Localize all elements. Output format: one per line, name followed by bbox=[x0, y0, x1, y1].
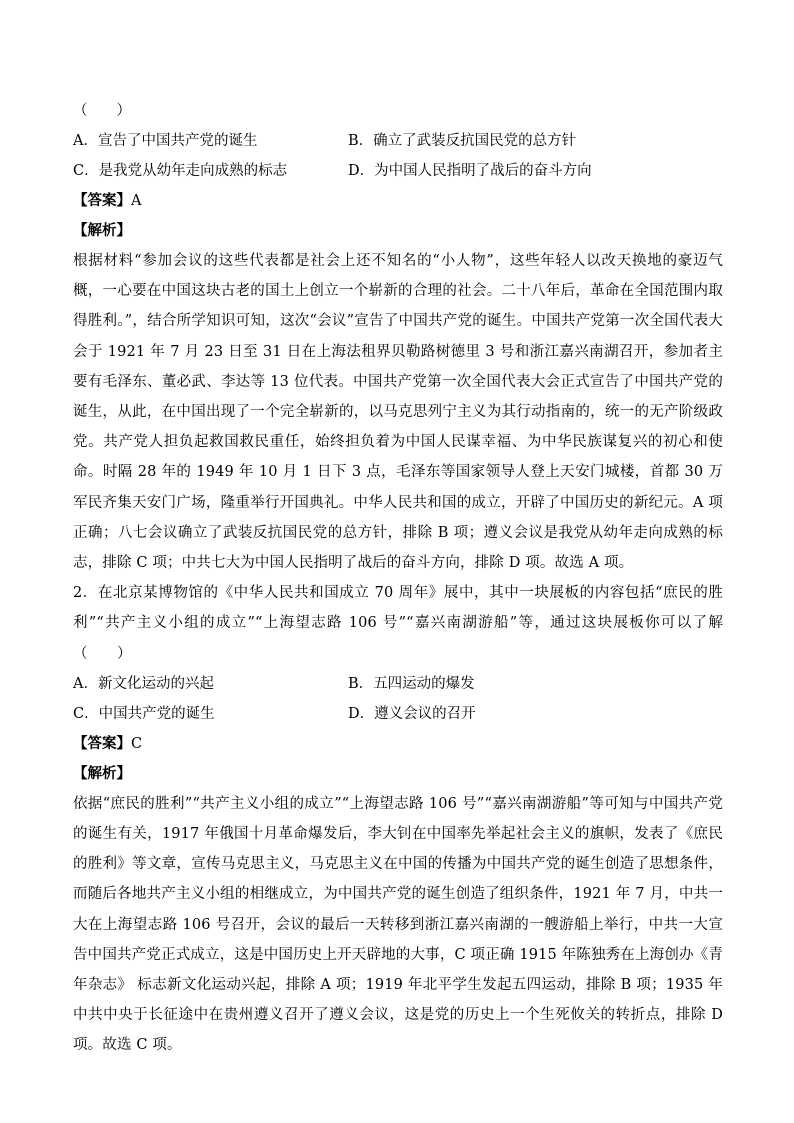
q2-option-d: D．遵义会议的召开 bbox=[348, 705, 476, 722]
q2-option-c: C．中国共产党的诞生 bbox=[73, 705, 215, 722]
q1-analysis-text: 根据材料“参加会议的这些代表都是社会上还不知名的“小人物”，这些年轻人以改天换地的豪迈气概，一心要在中国这块古老的国土上创立一个崭新的合理的社会。二十八年后，革命在全国范围内取得胜利。”，结合所学知识可知，这次“会议”宣告了中国共产党的诞生。中国共产党第一次全国代表大会于 1921 年 7 月 23 日至 31 日在上海法租界贝勒路树德里 3 号和浙江嘉兴南湖召开，参加者主要有毛泽东、董必武、李达等 13 位代表。中国共产党第一次全国代表大会正式宣告了中国共产党的诞生，从此，在中国出现了一个完全崭新的，以马克思列宁主义为其行动指南的，统一的无产阶级政党。共产党人担负起救国救民重任，始终担负着为中国人民谋幸福、为中华民族谋复兴的初心和使命。时隔 28 年的 1949 年 10 月 1 日下 3 点，毛泽东等国家领导人登上天安门城楼，首都 30 万军民齐集天安门广场，隆重举行开国典礼。中华人民共和国的成立，开辟了中国历史的新纪元。A 项正确；八七会议确立了武装反抗国民党的总方针，排除 B 项；遵义会议是我党从幼年走向成熟的标志，排除 C 项；中共七大为中国人民指明了战后的奋斗方向，排除 D 项。故选 A 项。 bbox=[73, 253, 723, 572]
q1-answer bbox=[73, 186, 723, 216]
q1-answer-paren: （ ） bbox=[73, 103, 131, 119]
q2-analysis-label: 【解析】 bbox=[73, 764, 131, 782]
q2-analysis-text: 依据“庶民的胜利”“共产主义小组的成立”“上海望志路 106 号”“嘉兴南湖游船”等可知与中国共产党的诞生有关，1917 年俄国十月革命爆发后，李大钊在中国率先举起社会主义的旗帜，发表了《庶民的胜利》等文章，宣传马克思主义，马克思主义在中国的传播为中国共产党的诞生创造了思想条件，而随后各地共产主义小组的相继成立，为中国共产党的诞生创造了组织条件，1921 年 7 月，中共一大在上海望志路 106 号召开，会议的最后一天转移到浙江嘉兴南湖的一艘游船上举行，中共一大宣告中国共产党正式成立，这是中国历史上开天辟地的大事，C 项正确 1915 年陈独秀在上海创办《青年杂志》 标志新文化运动兴起，排除 A 项；1919 年北平学生发起五四运动，排除 B 项；1935 年中共中央于长征途中在贵州遵义召开了遵义会议，这是党的历史上一个生死攸关的转折点，排除 D 项。故选 C 项。 bbox=[73, 795, 723, 1054]
q1-option-a: A．宣告了中国共产党的诞生 bbox=[73, 133, 258, 149]
q2-answer-value: C bbox=[131, 735, 143, 752]
q1-option-b: B．确立了武装反抗国民党的总方针 bbox=[348, 133, 577, 149]
q2-analysis-heading bbox=[73, 759, 723, 789]
q2-options-row-2 bbox=[73, 699, 723, 729]
document-page bbox=[73, 96, 723, 1061]
q1-answer-label: 【答案】 bbox=[73, 192, 131, 209]
q2-options-row-1 bbox=[73, 669, 723, 699]
q1-options-row-1 bbox=[73, 126, 723, 156]
q2-answer-label: 【答案】 bbox=[73, 734, 131, 752]
q2-answer bbox=[73, 729, 723, 759]
q2-option-a: A．新文化运动的兴起 bbox=[73, 675, 214, 692]
q1-option-d: D．为中国人民指明了战后的奋斗方向 bbox=[348, 163, 592, 179]
q1-option-c: C．是我党从幼年走向成熟的标志 bbox=[73, 163, 288, 179]
q1-answer-value: A bbox=[131, 193, 142, 209]
q2-stem: 2．在北京某博物馆的《中华人民共和国成立 70 周年》展中，其中一块展板的内容包括“庶民的胜利”“共产主义小组的成立”“上海望志路 106 号”“嘉兴南湖游船”等，通过这块展板你可以了解（ ） bbox=[73, 585, 723, 662]
q2-option-b: B．五四运动的爆发 bbox=[348, 675, 475, 692]
q1-analysis-heading bbox=[73, 216, 723, 246]
q1-analysis-label: 【解析】 bbox=[73, 222, 131, 239]
q1-options-row-2 bbox=[73, 156, 723, 186]
